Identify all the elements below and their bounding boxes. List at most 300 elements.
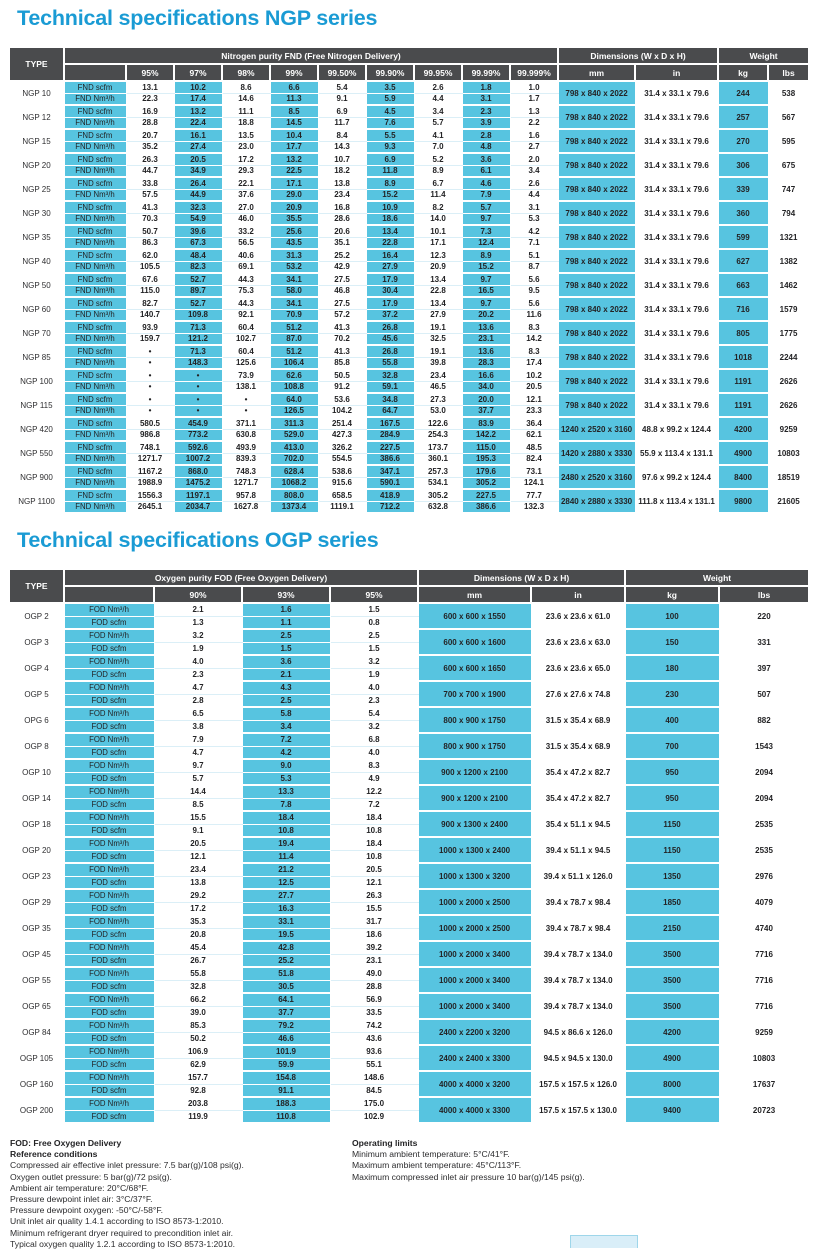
ogp-value-cell: 20.5 bbox=[330, 863, 418, 876]
ogp-value-cell: 7.8 bbox=[242, 798, 330, 811]
ogp-dimensions-mm-cell: 1000 x 2000 x 3400 bbox=[418, 993, 531, 1019]
ogp-weight-lbs-cell: 2094 bbox=[719, 759, 809, 785]
ngp-purity-level-header: 99.999% bbox=[510, 64, 558, 81]
ngp-value-cell: 839.3 bbox=[222, 453, 270, 465]
ogp-weight-kg-cell: 3500 bbox=[625, 941, 719, 967]
ngp-value-cell: 115.0 bbox=[462, 441, 510, 453]
ogp-value-cell: 5.8 bbox=[242, 707, 330, 720]
ngp-row-label-cell: FND scfm bbox=[64, 345, 126, 357]
ngp-value-cell: 28.8 bbox=[126, 117, 174, 129]
ogp-data-row bbox=[9, 603, 809, 616]
ngp-value-cell: 4.2 bbox=[510, 225, 558, 237]
ogp-dimensions-mm-cell: 1000 x 2000 x 3400 bbox=[418, 941, 531, 967]
ogp-value-cell: 148.6 bbox=[330, 1071, 418, 1084]
ogp-value-cell: 157.7 bbox=[154, 1071, 242, 1084]
ogp-value-cell: 31.7 bbox=[330, 915, 418, 928]
ngp-row-label-cell: FND Nm³/h bbox=[64, 429, 126, 441]
ngp-dimensions-banner: Dimensions (W x D x H) bbox=[558, 47, 718, 64]
ogp-value-cell: 23.4 bbox=[154, 863, 242, 876]
ngp-value-cell: 11.8 bbox=[366, 165, 414, 177]
ngp-value-cell: 64.0 bbox=[270, 393, 318, 405]
ogp-weight-kg-cell: 2150 bbox=[625, 915, 719, 941]
ngp-weight-unit-header: kg bbox=[718, 64, 768, 81]
ngp-value-cell: 227.5 bbox=[462, 489, 510, 501]
ngp-value-cell: 70.2 bbox=[318, 333, 366, 345]
ogp-value-cell: 33.1 bbox=[242, 915, 330, 928]
ogp-row-label-cell: FOD scfm bbox=[64, 1058, 154, 1071]
ogp-dimensions-mm-cell: 900 x 1200 x 2100 bbox=[418, 759, 531, 785]
ngp-weight-kg-cell: 257 bbox=[718, 105, 768, 129]
ngp-value-cell: 2645.1 bbox=[126, 501, 174, 513]
operating-limits-notes bbox=[352, 1138, 832, 1250]
ngp-value-cell: 1.7 bbox=[510, 93, 558, 105]
ngp-type-cell: NGP 60 bbox=[9, 297, 64, 321]
ngp-value-cell: 44.9 bbox=[174, 189, 222, 201]
ngp-value-cell: 13.4 bbox=[366, 225, 414, 237]
ngp-value-cell: 106.4 bbox=[270, 357, 318, 369]
ngp-value-cell: 4.6 bbox=[462, 177, 510, 189]
ngp-value-cell: 8.6 bbox=[222, 81, 270, 93]
ngp-purity-level-header: 98% bbox=[222, 64, 270, 81]
ngp-row-label-cell: FND Nm³/h bbox=[64, 453, 126, 465]
ogp-value-cell: 1.5 bbox=[330, 603, 418, 616]
ngp-value-cell: 1068.2 bbox=[270, 477, 318, 489]
ngp-dimensions-mm-cell: 798 x 840 x 2022 bbox=[558, 201, 635, 225]
ogp-header-row-2 bbox=[9, 586, 809, 603]
ogp-value-cell: 21.2 bbox=[242, 863, 330, 876]
ngp-value-cell: 418.9 bbox=[366, 489, 414, 501]
ogp-weight-unit-header: kg bbox=[625, 586, 719, 603]
operating-note-line: Maximum ambient temperature: 45°C/113°F. bbox=[352, 1160, 522, 1171]
ngp-value-cell: 20.9 bbox=[270, 201, 318, 213]
ngp-value-cell: 32.8 bbox=[366, 369, 414, 381]
ngp-value-cell: 2.0 bbox=[510, 153, 558, 165]
ngp-value-cell: 18.2 bbox=[318, 165, 366, 177]
ogp-value-cell: 2.5 bbox=[330, 629, 418, 642]
ogp-row-label-cell: FOD Nm³/h bbox=[64, 889, 154, 902]
ngp-value-cell: 140.7 bbox=[126, 309, 174, 321]
ogp-value-cell: 17.2 bbox=[154, 902, 242, 915]
ngp-value-cell: 6.6 bbox=[270, 81, 318, 93]
ogp-value-cell: 3.2 bbox=[154, 629, 242, 642]
ngp-value-cell: 31.3 bbox=[270, 249, 318, 261]
ngp-value-cell: 34.1 bbox=[270, 273, 318, 285]
ngp-value-cell: 748.3 bbox=[222, 465, 270, 477]
ngp-value-cell: 427.3 bbox=[318, 429, 366, 441]
ngp-dimension-unit-header: mm bbox=[558, 64, 635, 81]
ogp-weight-kg-cell: 3500 bbox=[625, 967, 719, 993]
ngp-purity-level-header: 99.50% bbox=[318, 64, 366, 81]
ogp-value-cell: 13.3 bbox=[242, 785, 330, 798]
ogp-type-cell: OGP 45 bbox=[9, 941, 64, 967]
ngp-value-cell: 34.0 bbox=[462, 381, 510, 393]
ngp-dimensions-in-cell: 31.4 x 33.1 x 79.6 bbox=[635, 81, 718, 105]
ogp-data-row bbox=[9, 655, 809, 668]
ngp-value-cell: 62.6 bbox=[270, 369, 318, 381]
ogp-weight-lbs-cell: 882 bbox=[719, 707, 809, 733]
ngp-weight-lbs-cell: 2626 bbox=[768, 393, 809, 417]
ngp-value-cell: 55.8 bbox=[366, 357, 414, 369]
ngp-value-cell: 17.4 bbox=[510, 357, 558, 369]
ngp-value-cell: 11.3 bbox=[270, 93, 318, 105]
ngp-value-cell: 1197.1 bbox=[174, 489, 222, 501]
ogp-dimensions-in-cell: 157.5 x 157.5 x 130.0 bbox=[531, 1097, 625, 1123]
ngp-value-cell: 8.9 bbox=[462, 249, 510, 261]
ogp-row-label-cell: FOD Nm³/h bbox=[64, 1045, 154, 1058]
ngp-value-cell: 658.5 bbox=[318, 489, 366, 501]
ogp-value-cell: 20.8 bbox=[154, 928, 242, 941]
ogp-weight-kg-cell: 150 bbox=[625, 629, 719, 655]
ngp-weight-lbs-cell: 1579 bbox=[768, 297, 809, 321]
ogp-value-cell: 3.2 bbox=[330, 720, 418, 733]
ngp-value-cell: 27.5 bbox=[318, 297, 366, 309]
ngp-row-label-cell: FND scfm bbox=[64, 249, 126, 261]
ngp-dimensions-in-cell: 31.4 x 33.1 x 79.6 bbox=[635, 129, 718, 153]
ogp-dimension-unit-header: mm bbox=[418, 586, 531, 603]
ngp-value-cell: 712.2 bbox=[366, 501, 414, 513]
ogp-type-cell: OGP 65 bbox=[9, 993, 64, 1019]
ogp-dimensions-in-cell: 35.4 x 47.2 x 82.7 bbox=[531, 785, 625, 811]
ogp-weight-lbs-cell: 10803 bbox=[719, 1045, 809, 1071]
ogp-data-row bbox=[9, 1019, 809, 1032]
ngp-type-cell: NGP 900 bbox=[9, 465, 64, 489]
ogp-value-cell: 2.5 bbox=[242, 629, 330, 642]
ngp-value-cell: 8.2 bbox=[414, 201, 462, 213]
ngp-value-cell: 5.4 bbox=[318, 81, 366, 93]
ogp-dimensions-mm-cell: 900 x 1300 x 2400 bbox=[418, 811, 531, 837]
ngp-label-column-header bbox=[64, 64, 126, 81]
ngp-value-cell: • bbox=[126, 357, 174, 369]
ngp-value-cell: 386.6 bbox=[366, 453, 414, 465]
ngp-row-label-cell: FND Nm³/h bbox=[64, 333, 126, 345]
ngp-weight-kg-cell: 599 bbox=[718, 225, 768, 249]
ogp-type-cell: OGP 35 bbox=[9, 915, 64, 941]
ngp-value-cell: 12.1 bbox=[510, 393, 558, 405]
ogp-type-cell: OPG 6 bbox=[9, 707, 64, 733]
ngp-value-cell: 10.7 bbox=[318, 153, 366, 165]
ngp-value-cell: 1.6 bbox=[510, 129, 558, 141]
ngp-purity-level-header: 97% bbox=[174, 64, 222, 81]
ogp-dimensions-in-cell: 23.6 x 23.6 x 61.0 bbox=[531, 603, 625, 629]
ogp-weight-lbs-cell: 7716 bbox=[719, 967, 809, 993]
operating-note-line: Operating limits bbox=[352, 1138, 418, 1148]
ngp-type-cell: NGP 85 bbox=[9, 345, 64, 369]
ngp-value-cell: 86.3 bbox=[126, 237, 174, 249]
ngp-value-cell: 915.6 bbox=[318, 477, 366, 489]
ngp-value-cell: 18.6 bbox=[366, 213, 414, 225]
ogp-value-cell: 3.2 bbox=[330, 655, 418, 668]
ngp-value-cell: 51.2 bbox=[270, 345, 318, 357]
ogp-value-cell: 3.4 bbox=[242, 720, 330, 733]
ngp-value-cell: 22.5 bbox=[270, 165, 318, 177]
ngp-value-cell: 57.5 bbox=[126, 189, 174, 201]
ogp-weight-lbs-cell: 9259 bbox=[719, 1019, 809, 1045]
ngp-value-cell: 628.4 bbox=[270, 465, 318, 477]
ogp-row-label-cell: FOD scfm bbox=[64, 616, 154, 629]
ogp-row-label-cell: FOD scfm bbox=[64, 772, 154, 785]
ogp-dimensions-in-cell: 27.6 x 27.6 x 74.8 bbox=[531, 681, 625, 707]
ngp-row-label-cell: FND Nm³/h bbox=[64, 405, 126, 417]
ogp-weight-lbs-cell: 7716 bbox=[719, 941, 809, 967]
ngp-value-cell: 554.5 bbox=[318, 453, 366, 465]
ngp-value-cell: 5.7 bbox=[462, 201, 510, 213]
ngp-value-cell: 159.7 bbox=[126, 333, 174, 345]
ngp-value-cell: 82.7 bbox=[126, 297, 174, 309]
ogp-value-cell: 3.8 bbox=[154, 720, 242, 733]
ngp-value-cell: 10.9 bbox=[366, 201, 414, 213]
ngp-value-cell: 39.8 bbox=[414, 357, 462, 369]
ogp-data-row bbox=[9, 1071, 809, 1084]
ogp-dimensions-in-cell: 23.6 x 23.6 x 63.0 bbox=[531, 629, 625, 655]
ngp-value-cell: 18.8 bbox=[222, 117, 270, 129]
ogp-data-row bbox=[9, 785, 809, 798]
ngp-value-cell: 5.6 bbox=[510, 273, 558, 285]
ogp-row-label-cell: FOD Nm³/h bbox=[64, 785, 154, 798]
ogp-value-cell: 46.6 bbox=[242, 1032, 330, 1045]
ogp-data-row bbox=[9, 967, 809, 980]
ngp-value-cell: 534.1 bbox=[414, 477, 462, 489]
ngp-data-row bbox=[9, 225, 809, 237]
ogp-row-label-cell: FOD Nm³/h bbox=[64, 1097, 154, 1110]
ogp-weight-kg-cell: 1850 bbox=[625, 889, 719, 915]
ngp-weight-lbs-cell: 567 bbox=[768, 105, 809, 129]
ngp-row-label-cell: FND scfm bbox=[64, 81, 126, 93]
ngp-weight-unit-header: lbs bbox=[768, 64, 809, 81]
ngp-weight-kg-cell: 1191 bbox=[718, 369, 768, 393]
ngp-dimensions-mm-cell: 798 x 840 x 2022 bbox=[558, 105, 635, 129]
ngp-weight-banner: Weight bbox=[718, 47, 809, 64]
ngp-value-cell: 632.8 bbox=[414, 501, 462, 513]
ogp-weight-kg-cell: 400 bbox=[625, 707, 719, 733]
ogp-value-cell: 37.7 bbox=[242, 1006, 330, 1019]
ogp-value-cell: 18.6 bbox=[330, 928, 418, 941]
ogp-weight-lbs-cell: 220 bbox=[719, 603, 809, 629]
ogp-weight-kg-cell: 1350 bbox=[625, 863, 719, 889]
ngp-value-cell: 3.6 bbox=[462, 153, 510, 165]
ogp-type-cell: OGP 5 bbox=[9, 681, 64, 707]
ngp-value-cell: 7.0 bbox=[414, 141, 462, 153]
ngp-value-cell: 748.1 bbox=[126, 441, 174, 453]
ogp-value-cell: 45.4 bbox=[154, 941, 242, 954]
reference-note-line: Pressure dewpoint oxygen: -50°C/-58°F. bbox=[10, 1205, 164, 1216]
ngp-dimensions-mm-cell: 2840 x 2880 x 3330 bbox=[558, 489, 635, 513]
ngp-value-cell: 32.5 bbox=[414, 333, 462, 345]
ogp-dimensions-mm-cell: 2400 x 2200 x 3200 bbox=[418, 1019, 531, 1045]
ngp-dimensions-mm-cell: 798 x 840 x 2022 bbox=[558, 297, 635, 321]
ngp-dimensions-mm-cell: 798 x 840 x 2022 bbox=[558, 249, 635, 273]
ngp-value-cell: 9.7 bbox=[462, 213, 510, 225]
ogp-value-cell: 110.8 bbox=[242, 1110, 330, 1123]
ogp-row-label-cell: FOD Nm³/h bbox=[64, 941, 154, 954]
ngp-header-row-2 bbox=[9, 64, 809, 81]
ngp-value-cell: 1007.2 bbox=[174, 453, 222, 465]
ogp-dimensions-in-cell: 39.4 x 51.1 x 94.5 bbox=[531, 837, 625, 863]
ogp-dimensions-mm-cell: 4000 x 4000 x 3200 bbox=[418, 1071, 531, 1097]
ogp-type-cell: OGP 2 bbox=[9, 603, 64, 629]
ogp-data-row bbox=[9, 863, 809, 876]
ngp-value-cell: 10.4 bbox=[270, 129, 318, 141]
ogp-value-cell: 4.3 bbox=[242, 681, 330, 694]
ngp-value-cell: 311.3 bbox=[270, 417, 318, 429]
ogp-weight-kg-cell: 3500 bbox=[625, 993, 719, 1019]
ngp-row-label-cell: FND Nm³/h bbox=[64, 189, 126, 201]
ogp-value-cell: 93.6 bbox=[330, 1045, 418, 1058]
ngp-value-cell: 91.2 bbox=[318, 381, 366, 393]
ngp-value-cell: 1627.8 bbox=[222, 501, 270, 513]
ogp-weight-lbs-cell: 397 bbox=[719, 655, 809, 681]
ogp-table-header bbox=[9, 569, 809, 603]
ngp-value-cell: 25.6 bbox=[270, 225, 318, 237]
ngp-value-cell: 85.8 bbox=[318, 357, 366, 369]
ngp-header-row-1 bbox=[9, 47, 809, 64]
ngp-weight-kg-cell: 805 bbox=[718, 321, 768, 345]
ngp-value-cell: 27.9 bbox=[366, 261, 414, 273]
reference-note-line: Oxygen outlet pressure: 5 bar(g)/72 psi(g). bbox=[10, 1171, 172, 1182]
ogp-value-cell: 59.9 bbox=[242, 1058, 330, 1071]
ngp-value-cell: 46.8 bbox=[318, 285, 366, 297]
ngp-value-cell: 53.6 bbox=[318, 393, 366, 405]
ogp-row-label-cell: FOD Nm³/h bbox=[64, 681, 154, 694]
ogp-value-cell: 14.4 bbox=[154, 785, 242, 798]
ngp-row-label-cell: FND Nm³/h bbox=[64, 285, 126, 297]
reference-note-line: Pressure dewpoint inlet air: 3°C/37°F. bbox=[10, 1194, 153, 1205]
ogp-dimensions-mm-cell: 600 x 600 x 1650 bbox=[418, 655, 531, 681]
ogp-weight-kg-cell: 4200 bbox=[625, 1019, 719, 1045]
ngp-row-label-cell: FND scfm bbox=[64, 489, 126, 501]
ngp-value-cell: 29.0 bbox=[270, 189, 318, 201]
ogp-header-row-1 bbox=[9, 569, 809, 586]
ngp-type-cell: NGP 12 bbox=[9, 105, 64, 129]
ngp-value-cell: 33.2 bbox=[222, 225, 270, 237]
ngp-data-row bbox=[9, 345, 809, 357]
ogp-value-cell: 29.2 bbox=[154, 889, 242, 902]
ogp-weight-lbs-cell: 2094 bbox=[719, 785, 809, 811]
ngp-value-cell: 41.3 bbox=[318, 321, 366, 333]
ngp-value-cell: 9.7 bbox=[462, 273, 510, 285]
ngp-dimensions-in-cell: 31.4 x 33.1 x 79.6 bbox=[635, 249, 718, 273]
ogp-row-label-cell: FOD Nm³/h bbox=[64, 863, 154, 876]
ngp-dimensions-in-cell: 31.4 x 33.1 x 79.6 bbox=[635, 321, 718, 345]
ngp-dimensions-in-cell: 55.9 x 113.4 x 131.1 bbox=[635, 441, 718, 465]
ogp-row-label-cell: FOD Nm³/h bbox=[64, 603, 154, 616]
ngp-value-cell: 14.0 bbox=[414, 213, 462, 225]
ogp-value-cell: 12.1 bbox=[154, 850, 242, 863]
ngp-value-cell: 121.2 bbox=[174, 333, 222, 345]
ngp-value-cell: 59.1 bbox=[366, 381, 414, 393]
ngp-value-cell: 23.1 bbox=[462, 333, 510, 345]
ngp-value-cell: 195.3 bbox=[462, 453, 510, 465]
ngp-value-cell: 17.4 bbox=[174, 93, 222, 105]
ogp-value-cell: 10.8 bbox=[330, 824, 418, 837]
ngp-value-cell: 17.9 bbox=[366, 297, 414, 309]
ngp-value-cell: 70.9 bbox=[270, 309, 318, 321]
ogp-value-cell: 4.0 bbox=[154, 655, 242, 668]
ngp-value-cell: 83.9 bbox=[462, 417, 510, 429]
ngp-purity-level-header: 99% bbox=[270, 64, 318, 81]
ngp-value-cell: 30.4 bbox=[366, 285, 414, 297]
ogp-weight-kg-cell: 700 bbox=[625, 733, 719, 759]
ngp-value-cell: 77.7 bbox=[510, 489, 558, 501]
ngp-value-cell: 82.3 bbox=[174, 261, 222, 273]
ogp-weight-lbs-cell: 4079 bbox=[719, 889, 809, 915]
ogp-value-cell: 1.1 bbox=[242, 616, 330, 629]
ogp-type-cell: OGP 14 bbox=[9, 785, 64, 811]
ogp-weight-lbs-cell: 17637 bbox=[719, 1071, 809, 1097]
ngp-value-cell: 4.4 bbox=[414, 93, 462, 105]
ngp-value-cell: 2.3 bbox=[462, 105, 510, 117]
ngp-value-cell: 26.8 bbox=[366, 345, 414, 357]
ngp-type-cell: NGP 70 bbox=[9, 321, 64, 345]
ngp-value-cell: 5.7 bbox=[414, 117, 462, 129]
ngp-dimensions-mm-cell: 798 x 840 x 2022 bbox=[558, 273, 635, 297]
ngp-value-cell: 23.3 bbox=[510, 405, 558, 417]
ngp-value-cell: 7.1 bbox=[510, 237, 558, 249]
ngp-value-cell: 11.6 bbox=[510, 309, 558, 321]
ngp-value-cell: 493.9 bbox=[222, 441, 270, 453]
ngp-row-label-cell: FND Nm³/h bbox=[64, 117, 126, 129]
ngp-type-cell: NGP 50 bbox=[9, 273, 64, 297]
ngp-dimensions-mm-cell: 798 x 840 x 2022 bbox=[558, 225, 635, 249]
ngp-value-cell: 13.6 bbox=[462, 345, 510, 357]
ngp-weight-kg-cell: 9800 bbox=[718, 489, 768, 513]
ogp-row-label-cell: FOD Nm³/h bbox=[64, 655, 154, 668]
ngp-row-label-cell: FND scfm bbox=[64, 441, 126, 453]
ogp-value-cell: 18.4 bbox=[242, 811, 330, 824]
ogp-weight-kg-cell: 1150 bbox=[625, 811, 719, 837]
ogp-row-label-cell: FOD scfm bbox=[64, 694, 154, 707]
ogp-value-cell: 11.4 bbox=[242, 850, 330, 863]
ogp-value-cell: 5.4 bbox=[330, 707, 418, 720]
ogp-value-cell: 154.8 bbox=[242, 1071, 330, 1084]
ngp-value-cell: 122.6 bbox=[414, 417, 462, 429]
ngp-value-cell: 360.1 bbox=[414, 453, 462, 465]
ogp-value-cell: 1.9 bbox=[154, 642, 242, 655]
ngp-value-cell: • bbox=[126, 345, 174, 357]
ogp-weight-lbs-cell: 507 bbox=[719, 681, 809, 707]
ogp-row-label-cell: FOD Nm³/h bbox=[64, 967, 154, 980]
ogp-dimensions-in-cell: 94.5 x 94.5 x 130.0 bbox=[531, 1045, 625, 1071]
ngp-value-cell: 6.1 bbox=[462, 165, 510, 177]
ogp-row-label-cell: FOD scfm bbox=[64, 746, 154, 759]
ngp-weight-kg-cell: 360 bbox=[718, 201, 768, 225]
ogp-row-label-cell: FOD scfm bbox=[64, 954, 154, 967]
ogp-row-label-cell: FOD Nm³/h bbox=[64, 629, 154, 642]
ngp-value-cell: 22.8 bbox=[366, 237, 414, 249]
ngp-type-column-header: TYPE bbox=[9, 47, 64, 81]
ngp-value-cell: 8.3 bbox=[510, 321, 558, 333]
ngp-type-cell: NGP 420 bbox=[9, 417, 64, 441]
ngp-value-cell: 9.3 bbox=[366, 141, 414, 153]
ngp-dimensions-in-cell: 31.4 x 33.1 x 79.6 bbox=[635, 105, 718, 129]
ngp-row-label-cell: FND scfm bbox=[64, 417, 126, 429]
ngp-row-label-cell: FND scfm bbox=[64, 465, 126, 477]
ogp-value-cell: 56.9 bbox=[330, 993, 418, 1006]
ngp-dimensions-in-cell: 31.4 x 33.1 x 79.6 bbox=[635, 225, 718, 249]
ngp-row-label-cell: FND scfm bbox=[64, 201, 126, 213]
ngp-value-cell: 3.5 bbox=[366, 81, 414, 93]
ngp-value-cell: 2.2 bbox=[510, 117, 558, 129]
ngp-value-cell: 40.6 bbox=[222, 249, 270, 261]
ngp-value-cell: 89.7 bbox=[174, 285, 222, 297]
ngp-value-cell: 5.9 bbox=[366, 93, 414, 105]
ngp-dimensions-in-cell: 31.4 x 33.1 x 79.6 bbox=[635, 369, 718, 393]
ngp-value-cell: 7.9 bbox=[462, 189, 510, 201]
ngp-value-cell: 39.6 bbox=[174, 225, 222, 237]
ogp-dimensions-mm-cell: 1000 x 1300 x 3200 bbox=[418, 863, 531, 889]
ngp-value-cell: 124.1 bbox=[510, 477, 558, 489]
ngp-weight-lbs-cell: 1775 bbox=[768, 321, 809, 345]
ngp-value-cell: 5.1 bbox=[510, 249, 558, 261]
